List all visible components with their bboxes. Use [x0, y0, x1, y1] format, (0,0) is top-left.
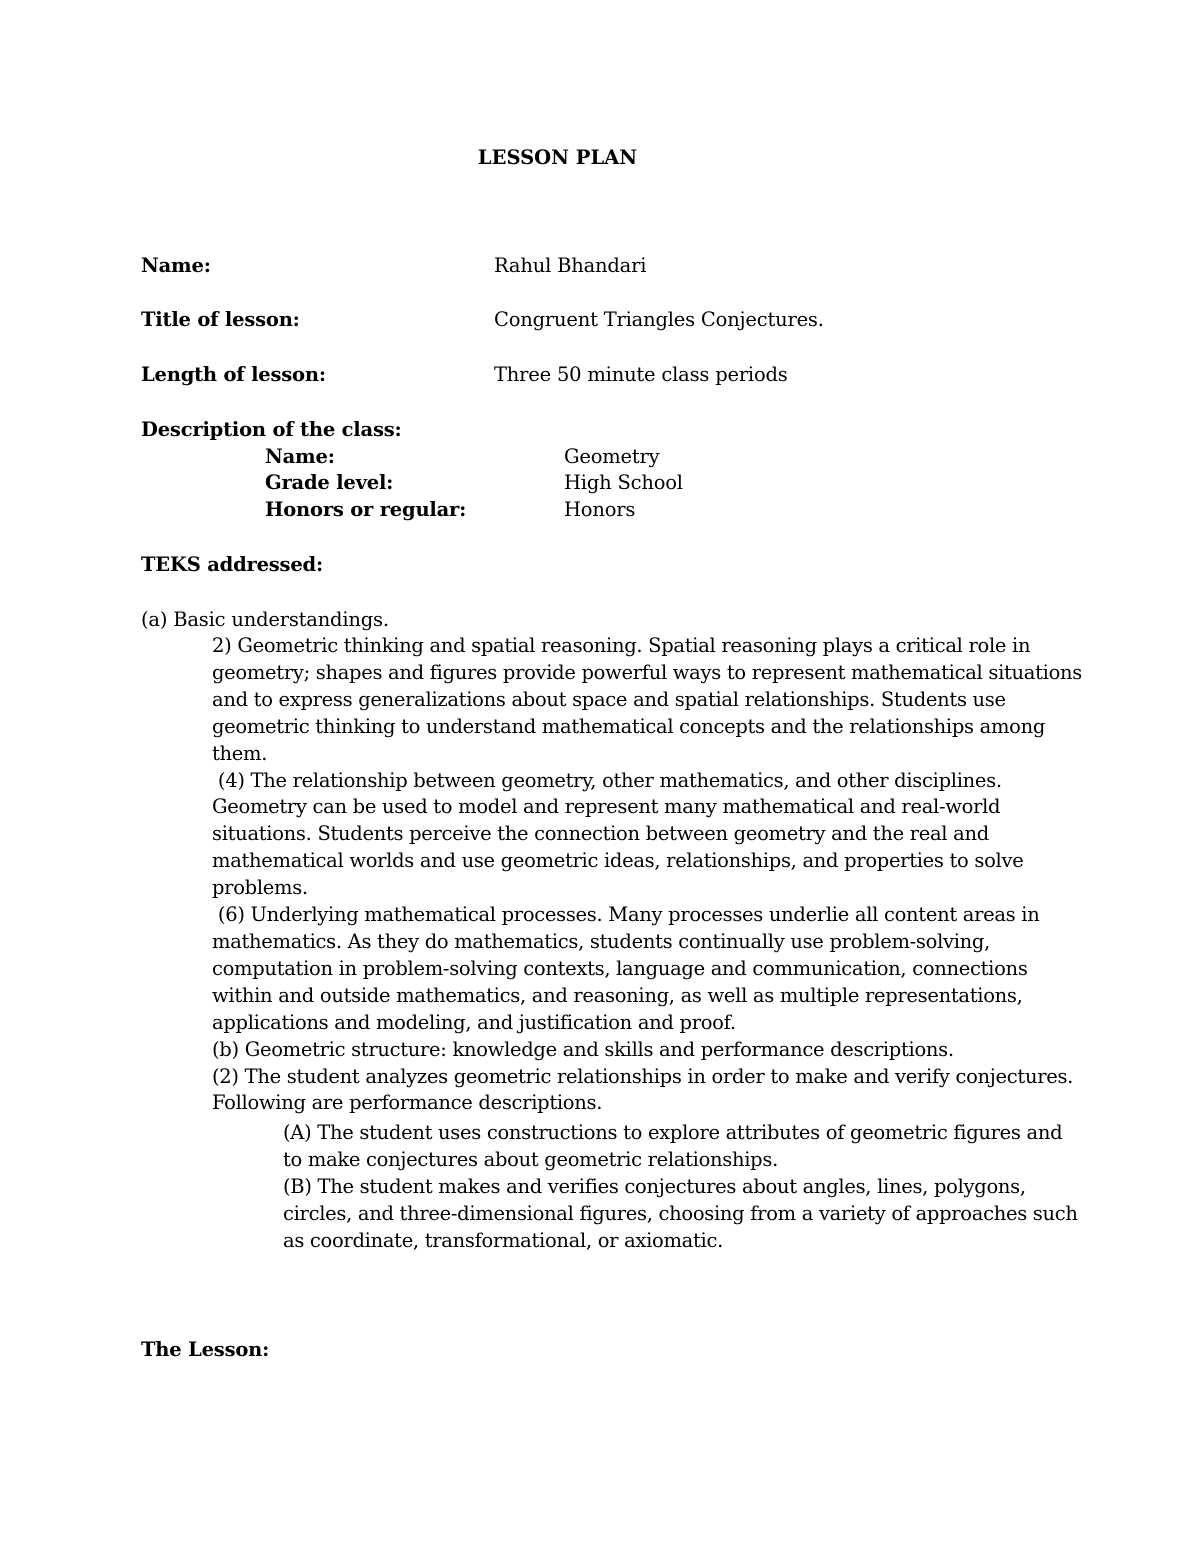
teks-line: within and outside mathematics, and reasoning, as well as multiple representations, [212, 983, 1023, 1007]
teks-sub-line: (A) The student uses constructions to explore attributes of geometric figures and [283, 1121, 1063, 1144]
teks-sub-line: circles, and three-dimensional figures, choosing from a variety of approaches such [283, 1201, 1078, 1225]
honors-label: Honors or regular: [265, 498, 467, 521]
teks-line: Following are performance descriptions. [212, 1091, 603, 1115]
teks-line: Geometry can be used to model and represent many mathematical and real-world [212, 795, 1001, 819]
lesson-length-label: Length of lesson: [141, 363, 326, 386]
teks-line: mathematics. As they do mathematics, students continually use problem-solving, [212, 929, 991, 953]
lesson-length-value: Three 50 minute class periods [494, 363, 788, 386]
teks-sub-line: to make conjectures about geometric relationships. [283, 1147, 778, 1171]
honors-value: Honors [564, 498, 636, 521]
name-value: Rahul Bhandari [494, 254, 647, 277]
document-title: LESSON PLAN [477, 146, 638, 169]
teks-line: geometry; shapes and figures provide powerful ways to represent mathematical situations [212, 660, 1083, 684]
teks-block-sub [283, 1120, 1083, 1255]
grade-level-value: High School [564, 471, 683, 494]
lesson-title-label: Title of lesson: [141, 308, 300, 331]
lesson-title-value: Congruent Triangles Conjectures. [494, 308, 824, 331]
teks-line: mathematical worlds and use geometric ideas, relationships, and properties to solve [212, 849, 1024, 873]
teks-sub-line: (B) The student makes and verifies conjectures about angles, lines, polygons, [283, 1174, 1026, 1198]
teks-heading: TEKS addressed: [141, 553, 323, 576]
teks-line: (b) Geometric structure: knowledge and skills and performance descriptions. [212, 1037, 954, 1061]
class-name-value: Geometry [564, 445, 660, 468]
teks-line: them. [212, 741, 268, 765]
teks-line: geometric thinking to understand mathematical concepts and the relationships among [212, 714, 1046, 738]
teks-line: problems. [212, 876, 308, 900]
teks-line: (2) The student analyzes geometric relationships in order to make and verify conjectures. [212, 1064, 1074, 1088]
teks-line: (6) Underlying mathematical processes. Many processes underlie all content areas in [212, 903, 1040, 927]
teks-block-main [212, 633, 1092, 1117]
class-name-label: Name: [265, 445, 335, 468]
grade-level-label: Grade level: [265, 471, 394, 494]
teks-sub-line: as coordinate, transformational, or axiomatic. [283, 1228, 723, 1252]
basic-understandings-heading: (a) Basic understandings. [141, 608, 389, 631]
teks-line: 2) Geometric thinking and spatial reasoning. Spatial reasoning plays a critical role in [212, 634, 1031, 657]
name-label: Name: [141, 254, 211, 277]
teks-line: and to express generalizations about space and spatial relationships. Students use [212, 687, 1006, 711]
teks-line: situations. Students perceive the connection between geometry and the real and [212, 822, 989, 846]
teks-line: applications and modeling, and justification and proof. [212, 1010, 736, 1034]
teks-line: (4) The relationship between geometry, other mathematics, and other disciplines. [212, 768, 1002, 792]
the-lesson-heading: The Lesson: [141, 1338, 270, 1361]
teks-line: computation in problem-solving contexts, language and communication, connections [212, 956, 1028, 980]
class-description-heading: Description of the class: [141, 418, 402, 441]
